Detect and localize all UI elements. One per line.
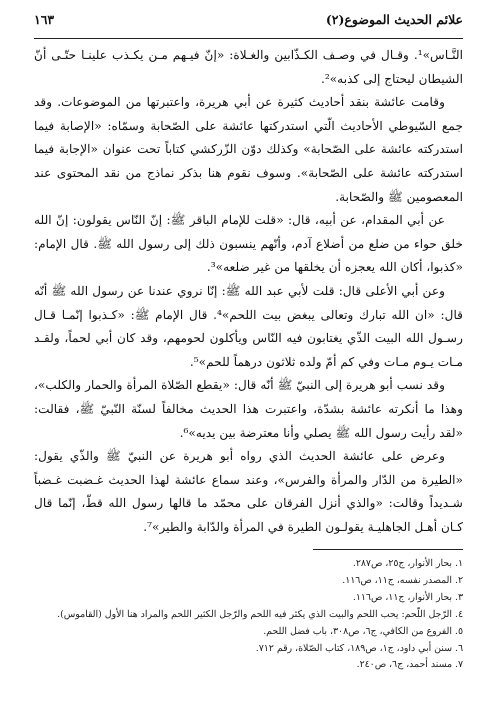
footnote: ٣. بحار الأنوار، ج١١، ص١١٦. [352,591,463,603]
footnote: ١. بحار الأنوار، ج٢٥، ص٢٨٧. [352,558,463,569]
footnote: ٢. المصدر نفسه، ج١١، ص١١٦. [342,574,463,586]
paragraph: وعن أبي الأعلى قال: قلت لأبي عبد الله ﷺ: إنّا نروي عندنا عن رسول الله ﷺ أنّه قال: «ان الله تبارك وتعالى يبغض بيت اللحم»⁴. قال الإمام ﷺ: «كـذبوا إنّمـا قـال رسـول الله البيت الذّي يغتابون فيه النّاس ويأكلون لحومهم، وقد كان أبي لحماً، ولقـد مـات يـوم مـات وفي كم أمّ ولده ثلاثون درهماً للحم»⁵. [34,283,463,369]
page-number: ١٦٣ [34,12,55,27]
paragraph: وقامت عائشة بنقد أحاديث كثيرة عن أبي هريرة، واعتبرتها من الموضوعات. وقد جمع السّيوطي الأحاديث الّتي استدركتها عائشة على الصّحابة وسمّاه: «الإصابة فيما استدركته عائشة على الصّحابة» وكذلك دوّن الزّركشي كتاباً تحت عنوان «الإجابة فيما استدركته عائشة على الصّحابة». وسوف نقوم هنا بذكر نماذج من نقد المحتوى عند المعصومين ﷺ والصّحابة. [34,95,463,204]
running-title: علائم الحديث الموضوع(٢) [325,12,463,27]
footnote: ٤. الرّجل اللّحم: يحب اللحم والبيت الذي يكثر فيه اللحم والرّجل الكثير اللحم والمراد هنا الأول (القاموس). [57,608,463,620]
header-divider [34,38,463,39]
footnote: ٥. الفروع من الكافي، ج٦، ص٣٠٨، باب فضل اللحم. [263,625,463,637]
footnote-divider [313,549,463,550]
paragraph: وعرض على عائشة الحديث الذي رواه أبو هريرة عن النبيّ ﷺ والذّي يقول: «الطيرة من الدّار والمرأة والفرس»، وعند سماع عائشة لهذا الحديث غـضبت غـضباً شـديداً وقالت: «والذي أنزل الفرقان على محمّد ما قالها رسول الله قطّ، إنّما قال كـان أهـل الجاهليـة يقولـون الطيرة في المرأة والدّابة والطير»⁷. [34,449,463,534]
paragraph: وقد نسب أبو هريرة إلى النبيّ ﷺ أنّه قال: «يقطع الصّلاة المرأة والحمار والكلب»، وهذا ما أنكرته عائشة بشدّة، واعتبرت هذا الحديث مخالفاً لسنّة النّبيّ ﷺ، فقالت: «لقد رأيت رسول الله ﷺ يصلي وأنا معترضة بين يديه»⁶. [34,378,463,440]
footnotes [34,556,463,674]
main-text [34,44,463,539]
paragraph: عن أبي المقدام، عن أبيه، قال: «قلت للإمام الباقر ﷺ: إنّ النّاس يقولون: إنّ الله خلق حواء من ضلع من أضلاع آدم، وأنّهم ينسبون ذلك إلى رسول الله ﷺ. قال الإمام: «كذبوا، أكان الله يعجزه أن يخلقها من غير ضلعه»³. [34,213,463,275]
paragraph: النَّـاس»¹. وقـال في وصـف الكـذّابين والغـلاة: «إنّ فيـهم مـن يكـذب علينـا حتّـى أنّ الشيطان ليحتاج إلى كذبه»². [34,48,463,86]
footnote: ٧. مسند أحمد، ج٦، ص٢٤٠. [356,659,463,671]
page-header [34,12,463,38]
footnote: ٦. سنن أبي داود، ج١، ص١٨٩، كتاب الصّلاة، رقم ٧١٢. [255,642,463,654]
